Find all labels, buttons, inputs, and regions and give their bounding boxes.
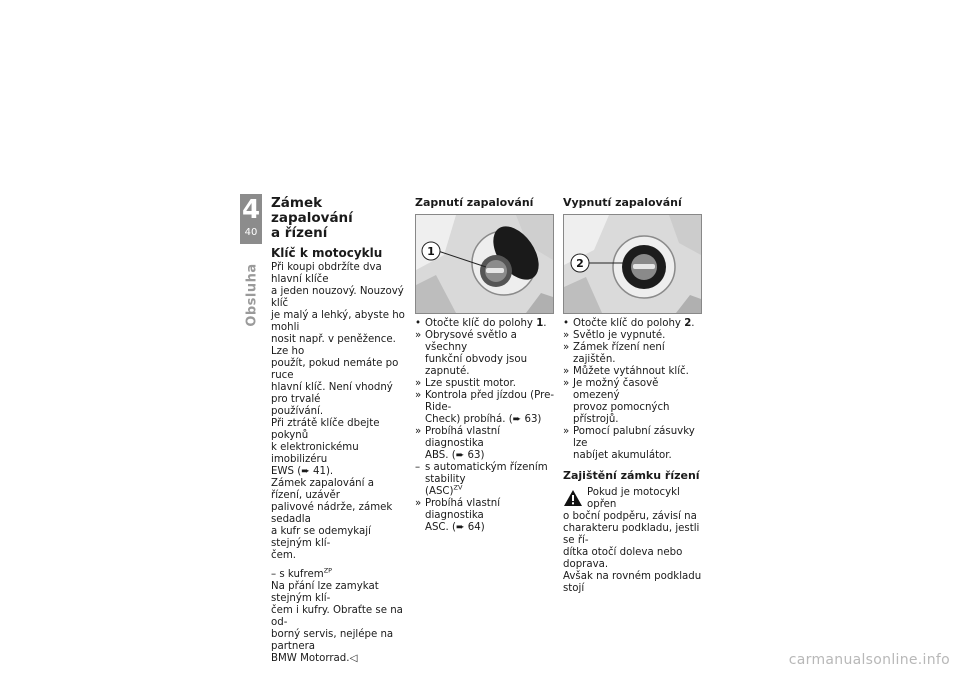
arrow-right-icon: ➨ <box>301 466 310 477</box>
list-item: » Lze spustit motor. <box>415 378 516 389</box>
list-item: » Je možný časově omezený provoz pomocných přístrojů. <box>563 378 670 425</box>
paragraph-1: Při koupi obdržíte dva hlavní klíče a jeden nouzový. Nouzový klíč je malý a lehký, abyste ho mohli nosit např. v peněžence. Lze ho použít, pokud nemáte po ruce hlavní klíč. Není vhodný pro trvalé používání. <box>271 262 405 417</box>
section-label-text: Obsluha <box>244 263 260 327</box>
figure-label-1: 1 <box>427 245 435 258</box>
column-1 <box>271 196 405 665</box>
ignition-off-list <box>563 318 703 462</box>
list-item: » Kontrola před jízdou (Pre-Ride- Check) probíhá. (➨ 63) <box>415 390 555 425</box>
list-item: » Zámek řízení není zajištěn. <box>563 342 665 365</box>
list-item: • Otočte klíč do polohy 1. <box>415 318 547 329</box>
heading-ignition-off: Vypnutí zapalování <box>563 196 682 209</box>
subtitle: Klíč k motocyklu <box>271 246 383 260</box>
arrow-right-icon: ➨ <box>456 522 465 533</box>
list-item: » Probíhá vlastní diagnostika ABS. (➨ 63) <box>415 426 501 461</box>
column-3 <box>563 196 703 595</box>
list-item: » Probíhá vlastní diagnostika ASC. (➨ 64) <box>415 498 501 533</box>
watermark: carmanualsonline.info <box>788 652 950 668</box>
figure-label-2: 2 <box>576 257 584 270</box>
column-2 <box>415 196 557 534</box>
page-number: 40 <box>244 227 258 238</box>
chapter-number: 4 <box>241 195 261 225</box>
option-line: – s kufrem$^{ZP}$ <box>271 566 333 580</box>
page-title: Zámek zapalování a řízení <box>271 195 353 241</box>
heading-ignition-on: Zapnutí zapalování <box>415 196 534 209</box>
list-item: » Obrysové světlo a všechny funkční obvody jsou zapnuté. <box>415 330 528 377</box>
list-item: » Světlo je vypnuté. <box>563 330 666 341</box>
paragraph-3: Zámek zapalování a řízení, uzávěr palivové nádrže, zámek sedadla a kufr se odemykají stejným klí- čem. <box>271 478 393 561</box>
chapter-tab <box>240 194 262 244</box>
ignition-off-figure <box>563 214 702 314</box>
list-item: – s automatickým řízením stability (ASC)$^{ZV}$ <box>415 462 548 497</box>
ignition-on-figure <box>415 214 554 314</box>
end-mark: ◁ <box>349 653 358 664</box>
warning-block <box>563 487 703 595</box>
section-label <box>244 250 260 340</box>
list-item: • Otočte klíč do polohy 2. <box>563 318 695 329</box>
list-item: » Můžete vytáhnout klíč. <box>563 366 689 377</box>
paragraph-2: Při ztrátě klíče dbejte pokynů k elektronickému imobilizéru EWS (➨ 41). <box>271 418 380 477</box>
warning-triangle-icon <box>563 489 583 507</box>
ignition-on-list <box>415 318 557 534</box>
paragraph-4: Na přání lze zamykat stejným klí- čem i kufry. Obraťte se na od- borný servis, nejlépe na partnera BMW Motorrad.◁ <box>271 581 403 664</box>
heading-steering-lock: Zajištění zámku řízení <box>563 469 700 482</box>
arrow-right-icon: ➨ <box>512 414 522 425</box>
warning-text: Pokud je motocykl opřen o boční podpěru, závisí na charakteru podkladu, jestli se ří- dítka otočí doleva nebo doprava. Avšak na rovném podkladu stojí <box>563 487 702 594</box>
arrow-right-icon: ➨ <box>455 450 465 461</box>
list-item: » Pomocí palubní zásuvky lze nabíjet akumulátor. <box>563 426 695 461</box>
